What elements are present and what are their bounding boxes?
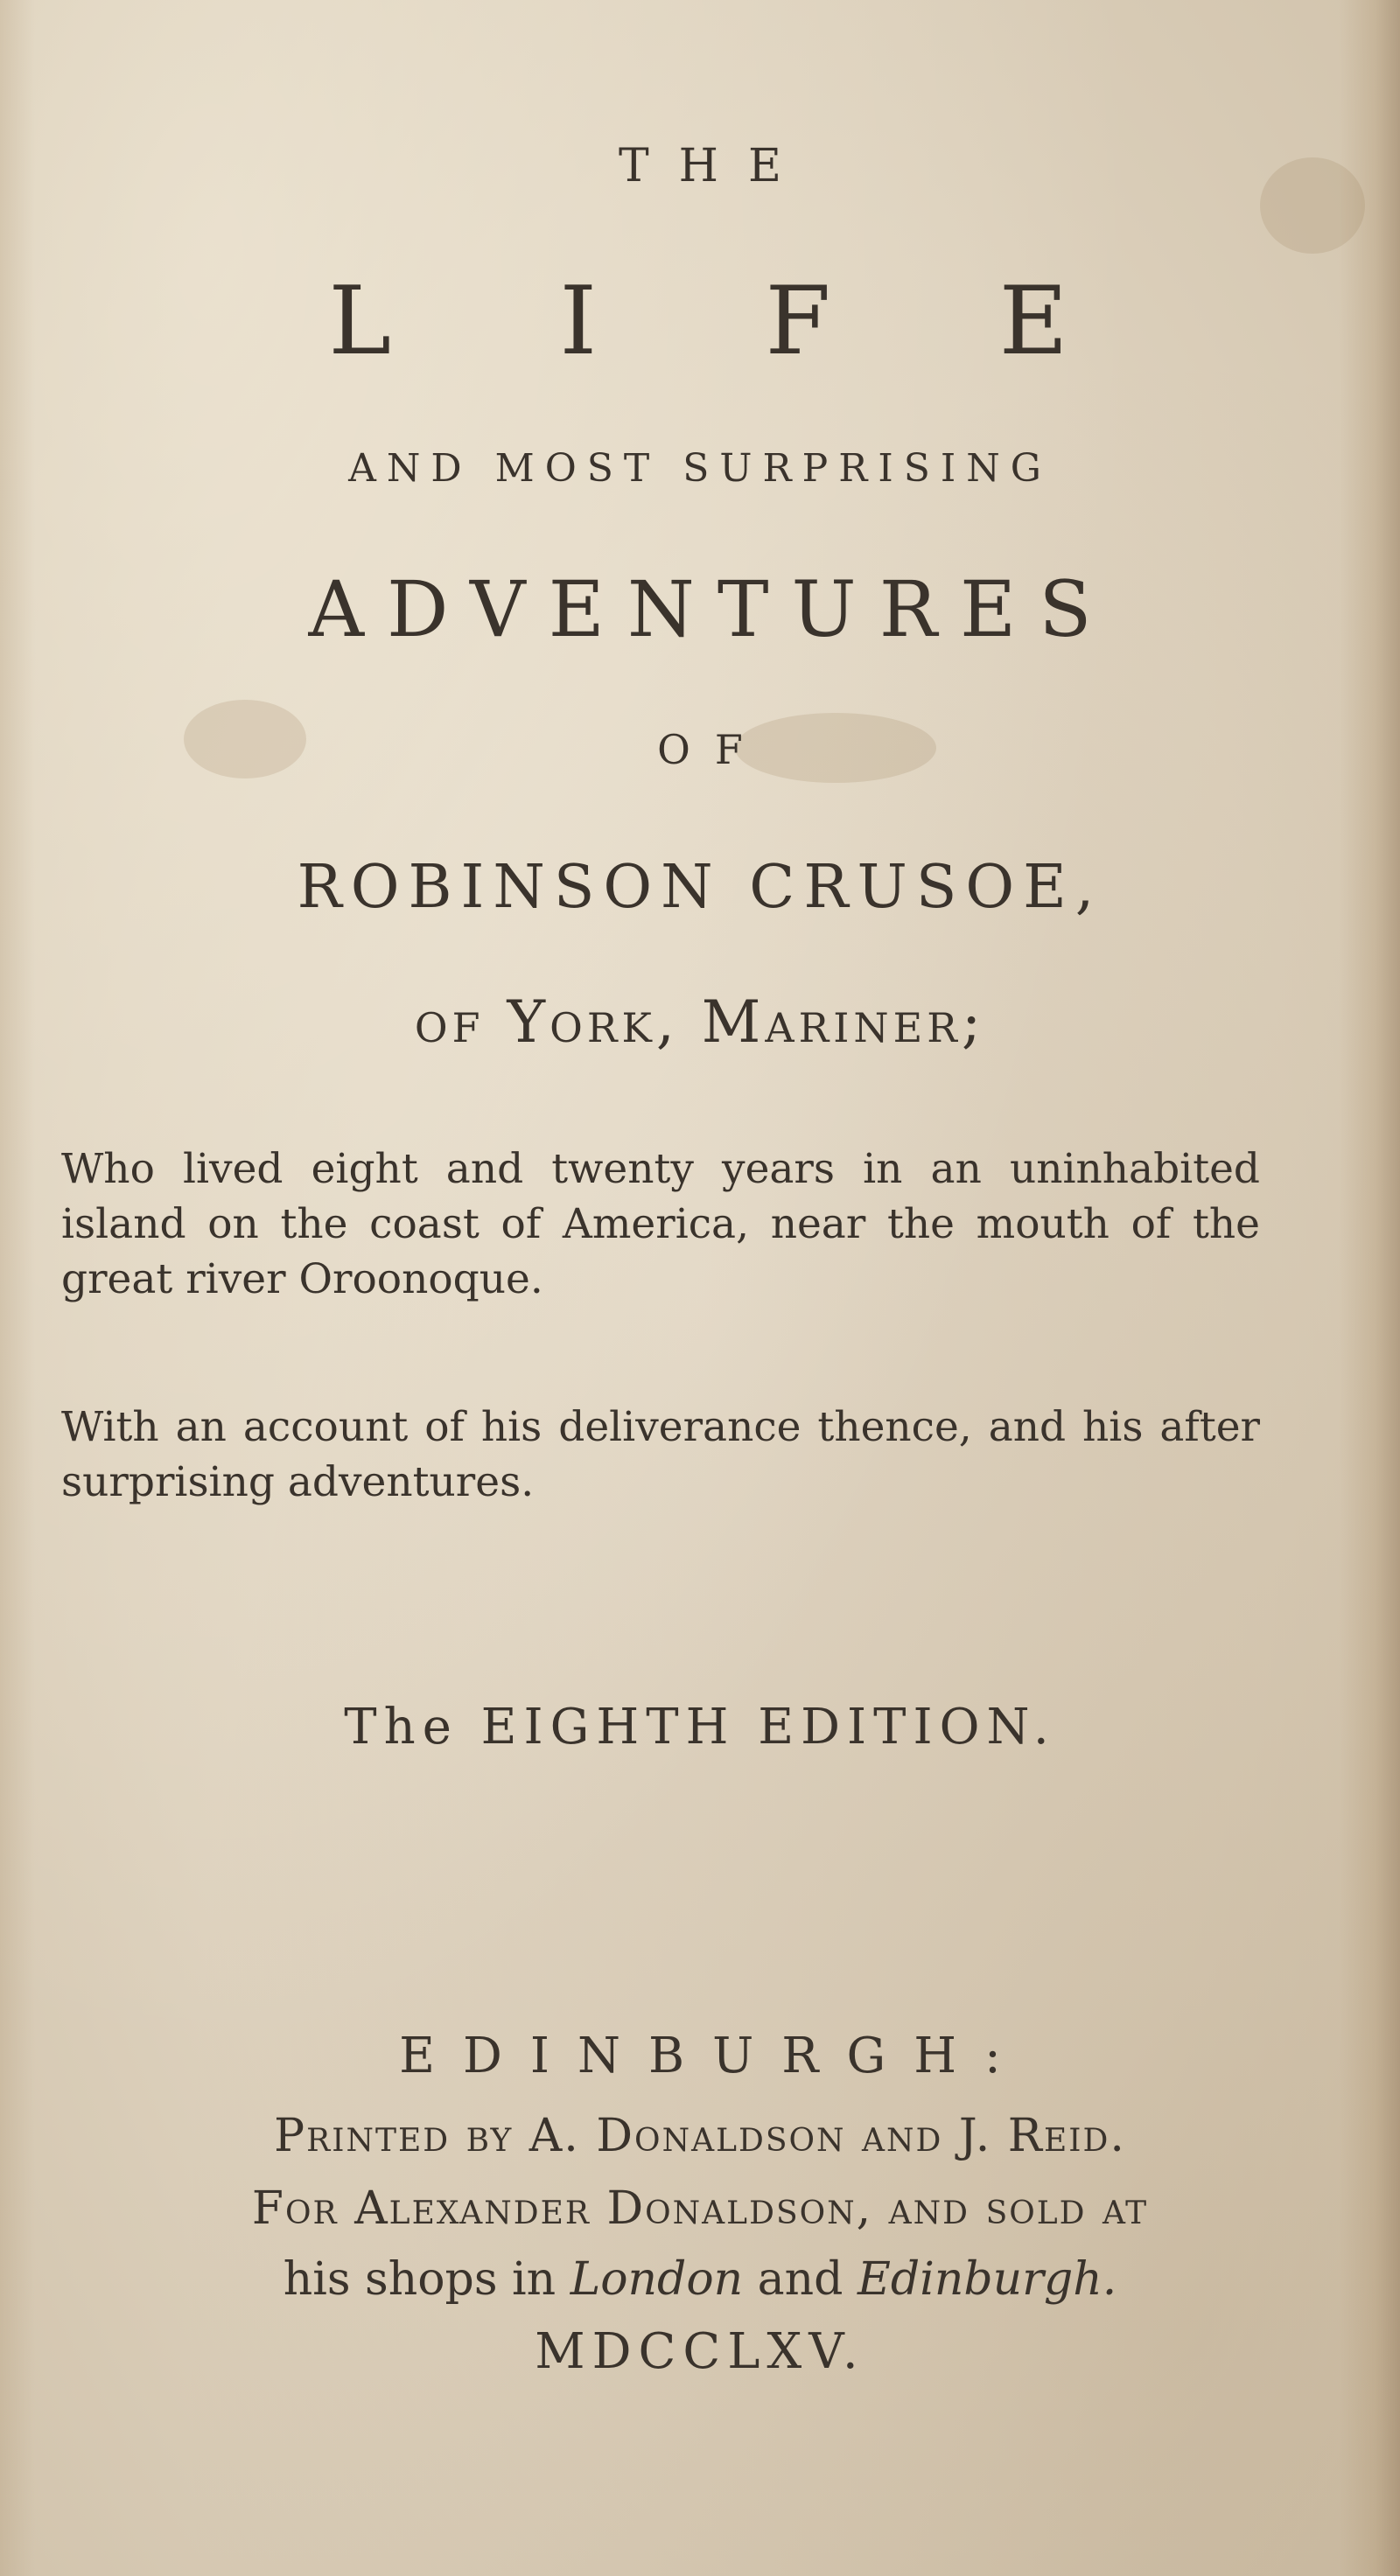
imprint-printer: Printed by A. Donaldson and J. Reid. (274, 2110, 1126, 2162)
title-hero-name: ROBINSON CRUSOE, (297, 853, 1103, 922)
title-origin: of York, Mariner; (414, 988, 986, 1056)
title-subtitle: AND MOST SURPRISING (348, 446, 1052, 491)
imprint-london: London (570, 2253, 744, 2306)
title-the: THE (619, 140, 811, 192)
imprint-and: and (757, 2253, 844, 2306)
title-life: L I F E (328, 267, 1072, 376)
title-of: OF (657, 726, 767, 773)
imprint-publisher: For Alexander Donaldson, and sold at (251, 2182, 1149, 2235)
imprint-city: EDINBURGH: (399, 2028, 1029, 2084)
deliverance-paragraph: With an account of his deliverance thence, and his after surprising adventures. (61, 1403, 1260, 1506)
edition-statement: The EIGHTH EDITION. (344, 1699, 1056, 1756)
imprint-shops-prefix: his shops in (283, 2253, 556, 2306)
imprint-shops (0, 2253, 1400, 2306)
description-paragraph: Who lived eight and twenty years in an uninhabited island on the coast of America, near the mouth of the great river Oroonoque. (61, 1145, 1260, 1303)
imprint-edinburgh: Edinburgh. (857, 2253, 1117, 2306)
title-adventures: ADVENTURES (308, 564, 1115, 654)
imprint-year: MDCCLXV. (535, 2323, 865, 2380)
